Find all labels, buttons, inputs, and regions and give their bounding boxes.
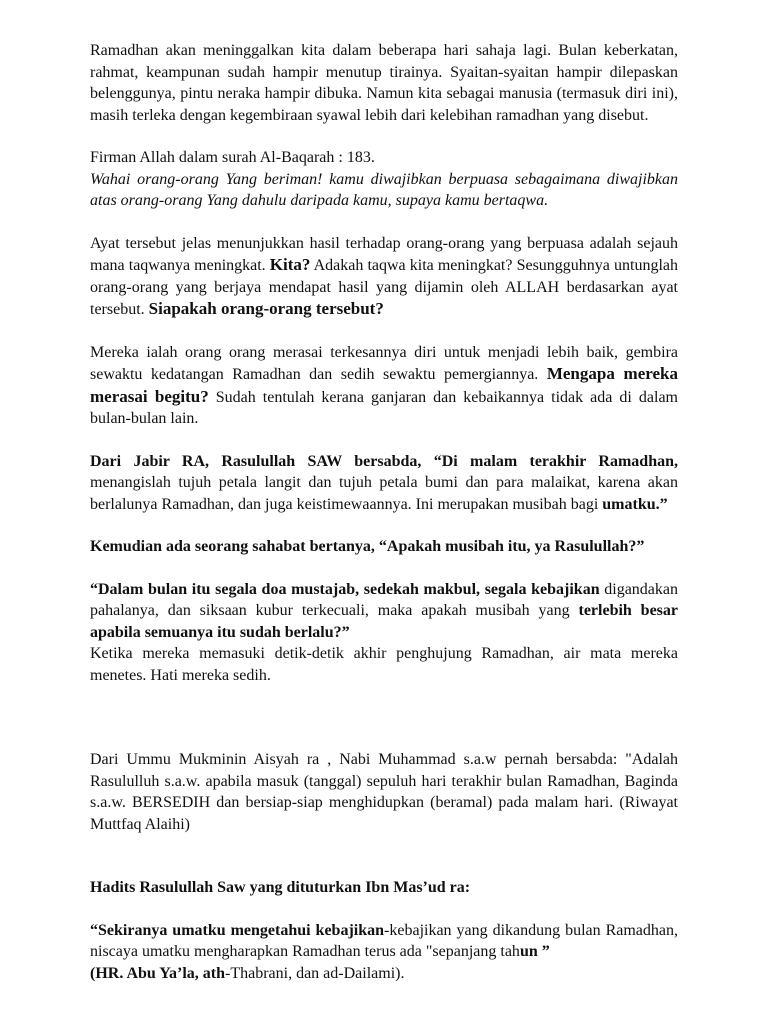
hadith-heading: Hadits Rasulullah Saw yang dituturkan Ibn Mas’ud ra: [90, 879, 471, 896]
paragraph-text: -Thabrani, dan ad-Dailami). [224, 964, 405, 982]
companion-question: Kemudian ada seorang sahabat bertanya, “Apakah musibah itu, ya Rasulullah?” [90, 538, 645, 555]
paragraph-text: menangislah tujuh petala langit dan tujuh petala bumi dan para malaikat, karena akan berlalunya Ramadhan, dan juga keistimewaannya. Ini merupakan musibah bagi [90, 474, 678, 513]
hadith-opening: “Sekiranya umatku mengetahui kebajikan [90, 921, 385, 939]
paragraph-hadith-aisyah: Dari Ummu Mukminin Aisyah ra , Nabi Muhammad s.a.w pernah bersabda: "Adalah Rasululluh s.a.w. apabila masuk (tanggal) sepuluh hari terakhir bulan Ramadhan, Baginda s.a.w. BERSEDIH dan bersiap-siap menghidupkan (beramal) pada malam hari. (Riwayat Muttfaq Alaihi) [90, 751, 678, 833]
paragraph-text: Sudah tentulah kerana ganjaran dan kebaikannya tidak ada di dalam bulan-bulan lain. [90, 388, 678, 427]
paragraph-answer [90, 579, 678, 687]
verse-reference: Firman Allah dalam surah Al-Baqarah : 183. [90, 149, 375, 166]
answer-followup: Ketika mereka memasuki detik-detik akhir penghujung Ramadhan, air mata mereka menetes. Hati mereka sedih. [90, 645, 678, 684]
paragraph-intro: Ramadhan akan meninggalkan kita dalam beberapa hari sahaja lagi. Bulan keberkatan, rahmat, keampunan sudah hampir menutup tirainya. Syaitan-syaitan hampir dilepaskan belenggunya, pintu neraka hampir dibuka. Namun kita sebagai manusia (termasuk diri ini), masih terleka dengan kegembiraan syawal lebih dari kelebihan ramadhan yang disebut. [90, 42, 678, 124]
hadith-opening: Dari Jabir RA, Rasulullah SAW bersabda, “Di malam terakhir Ramadhan, [90, 452, 678, 470]
paragraph-companion-question [90, 536, 678, 558]
paragraph-text: -kebajikan yang dikandung bulan Ramadhan, niscaya umatku mengharapkan Ramadhan terus ada "sepanjang tah [90, 921, 678, 960]
emphasis-question: Kita? [269, 255, 311, 274]
answer-text [90, 579, 678, 644]
answer-closing: terlebih besar apabila semuanya itu sudah berlalu?” [90, 602, 678, 641]
paragraph-verse [90, 147, 678, 212]
paragraph-text: digandakan pahalanya, dan siksaan kubur terkecuali, maka apakah musibah yang [90, 580, 679, 619]
spacer [90, 856, 678, 877]
document-page [90, 40, 678, 984]
hadith-source: (HR. Abu Ya’la, ath [90, 964, 225, 982]
paragraph-text: Mereka ialah orang orang merasai terkesannya diri untuk menjadi lebih baik, gembira sewaktu kedatangan Ramadhan dan sedih sewaktu pemergiannya. [90, 343, 678, 383]
paragraph-taqwa [90, 233, 678, 321]
emphasis-question: Siapakah orang-orang tersebut? [148, 299, 384, 318]
spacer [90, 707, 678, 749]
verse-quote: Wahai orang-orang Yang beriman! kamu diwajibkan berpuasa sebagaimana diwajibkan atas orang-orang Yang dahulu daripada kamu, supaya kamu bertaqwa. [90, 170, 678, 209]
paragraph-text: Ayat tersebut jelas menunjukkan hasil terhadap orang-orang yang berpuasa adalah sejauh mana taqwanya meningkat. [90, 234, 678, 274]
emphasis-question: Mengapa mereka merasai begitu? [90, 364, 679, 406]
paragraph-hadith-ibn-masud [90, 920, 678, 985]
answer-opening: “Dalam bulan itu segala doa mustajab, sedekah makbul, segala kebajikan [90, 580, 600, 598]
paragraph-feelings [90, 342, 678, 430]
paragraph-text: Adakah taqwa kita meningkat? Sesungguhnya untunglah orang-orang yang berjaya mendapat hasil yang dijamin oleh ALLAH berdasarkan ayat tersebut. [90, 257, 678, 318]
hadith-closing: umatku.” [602, 495, 668, 513]
paragraph-hadith-jabir [90, 451, 678, 516]
hadith-quote-end: un ” [519, 943, 550, 960]
paragraph-hadith-heading [90, 877, 678, 899]
